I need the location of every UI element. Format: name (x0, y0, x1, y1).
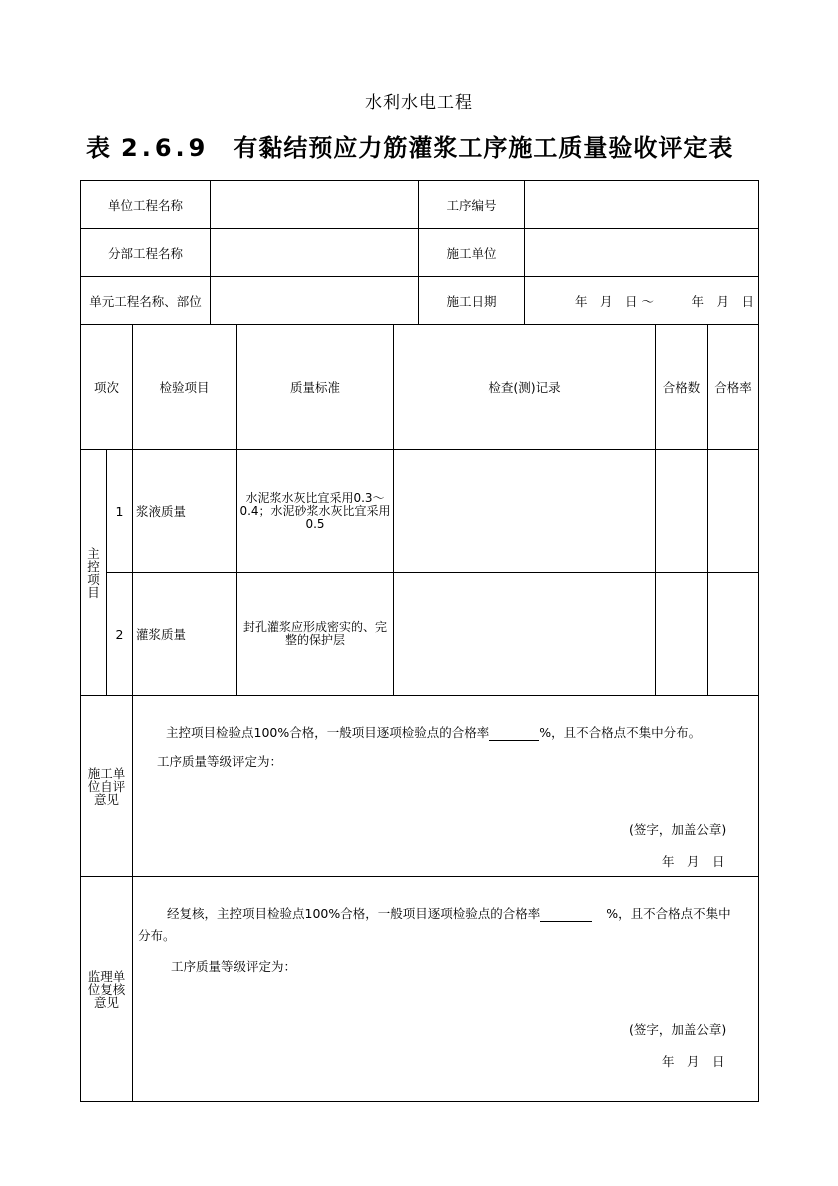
row2-record[interactable] (393, 572, 656, 696)
row1-standard-cell (236, 449, 394, 573)
construction-date-field[interactable]: 年 月 日 ～ 年 月 日 (524, 276, 759, 325)
element-label: 单元工程名称、部位 (80, 276, 211, 325)
col-record: 检查(测)记录 (393, 324, 656, 450)
col-item-no: 项次 (80, 324, 133, 450)
table-prefix: 表 (86, 134, 111, 162)
supervision-sign: (签字，加盖公章) (629, 1022, 727, 1037)
row1-qualified-rate[interactable] (707, 449, 759, 573)
table-number: 2.6.9 (121, 134, 210, 162)
row1-no: 1 (106, 449, 133, 573)
row2-standard-cell (236, 572, 394, 696)
document-subtitle: 水利水电工程 (365, 93, 473, 113)
supervision-line1 (167, 904, 731, 922)
process-no-field[interactable] (524, 180, 759, 229)
process-no-label: 工序编号 (418, 180, 525, 229)
table-title: 有黏结预应力筋灌浆工序施工质量验收评定表 (233, 134, 734, 162)
row2-item: 灌浆质量 (132, 572, 237, 696)
supervision-line1-a: 经复核，主控项目检验点100%合格，一般项目逐项检验点的合格率 (167, 906, 541, 921)
unit-project-label: 单位工程名称 (80, 180, 211, 229)
supervision-label (80, 876, 133, 1102)
construction-unit-field[interactable] (524, 228, 759, 277)
self-eval-line1-a: 主控项目检验点100%合格，一般项目逐项检验点的合格率 (166, 725, 490, 740)
self-eval-label-text: 施工单位自评意见 (87, 765, 126, 807)
self-eval-sign: (签字，加盖公章) (629, 822, 727, 837)
construction-unit-label: 施工单位 (418, 228, 525, 277)
row2-no: 2 (106, 572, 133, 696)
supervision-line1-c: 分布。 (138, 928, 176, 943)
self-eval-line2: 工序质量等级评定为： (157, 754, 283, 769)
unit-project-field[interactable] (210, 180, 419, 229)
self-eval-line1 (166, 723, 701, 741)
self-eval-label (80, 695, 133, 877)
supervision-rate-blank[interactable] (540, 906, 592, 922)
col-qualified-rate: 合格率 (707, 324, 759, 450)
element-field[interactable] (210, 276, 419, 325)
sub-project-field[interactable] (210, 228, 419, 277)
construction-date-label: 施工日期 (418, 276, 525, 325)
self-eval-rate-blank[interactable] (489, 725, 539, 741)
self-eval-line1-b: %，且不合格点不集中分布。 (539, 725, 702, 740)
row1-standard: 水泥浆水灰比宜采用0.3～0.4；水泥砂浆水灰比宜采用0.5 (239, 490, 391, 531)
row1-qualified-count[interactable] (655, 449, 708, 573)
row1-item: 浆液质量 (132, 449, 237, 573)
col-inspection-item: 检验项目 (132, 324, 237, 450)
row1-record[interactable] (393, 449, 656, 573)
row2-qualified-count[interactable] (655, 572, 708, 696)
document-title (86, 128, 733, 163)
row2-qualified-rate[interactable] (707, 572, 759, 696)
main-control-label (80, 449, 107, 696)
supervision-line1-b: %，且不合格点不集中 (606, 906, 731, 921)
main-control-label-text: 主控项目 (87, 545, 100, 600)
sub-project-label: 分部工程名称 (80, 228, 211, 277)
col-qualified-count: 合格数 (655, 324, 708, 450)
col-quality-standard: 质量标准 (236, 324, 394, 450)
row2-standard: 封孔灌浆应形成密实的、完整的保护层 (242, 620, 387, 647)
self-eval-date: 年 月 日 (662, 854, 725, 869)
supervision-date: 年 月 日 (662, 1054, 725, 1069)
supervision-label-text: 监理单位复核意见 (87, 968, 126, 1010)
supervision-line2: 工序质量等级评定为： (171, 959, 297, 974)
